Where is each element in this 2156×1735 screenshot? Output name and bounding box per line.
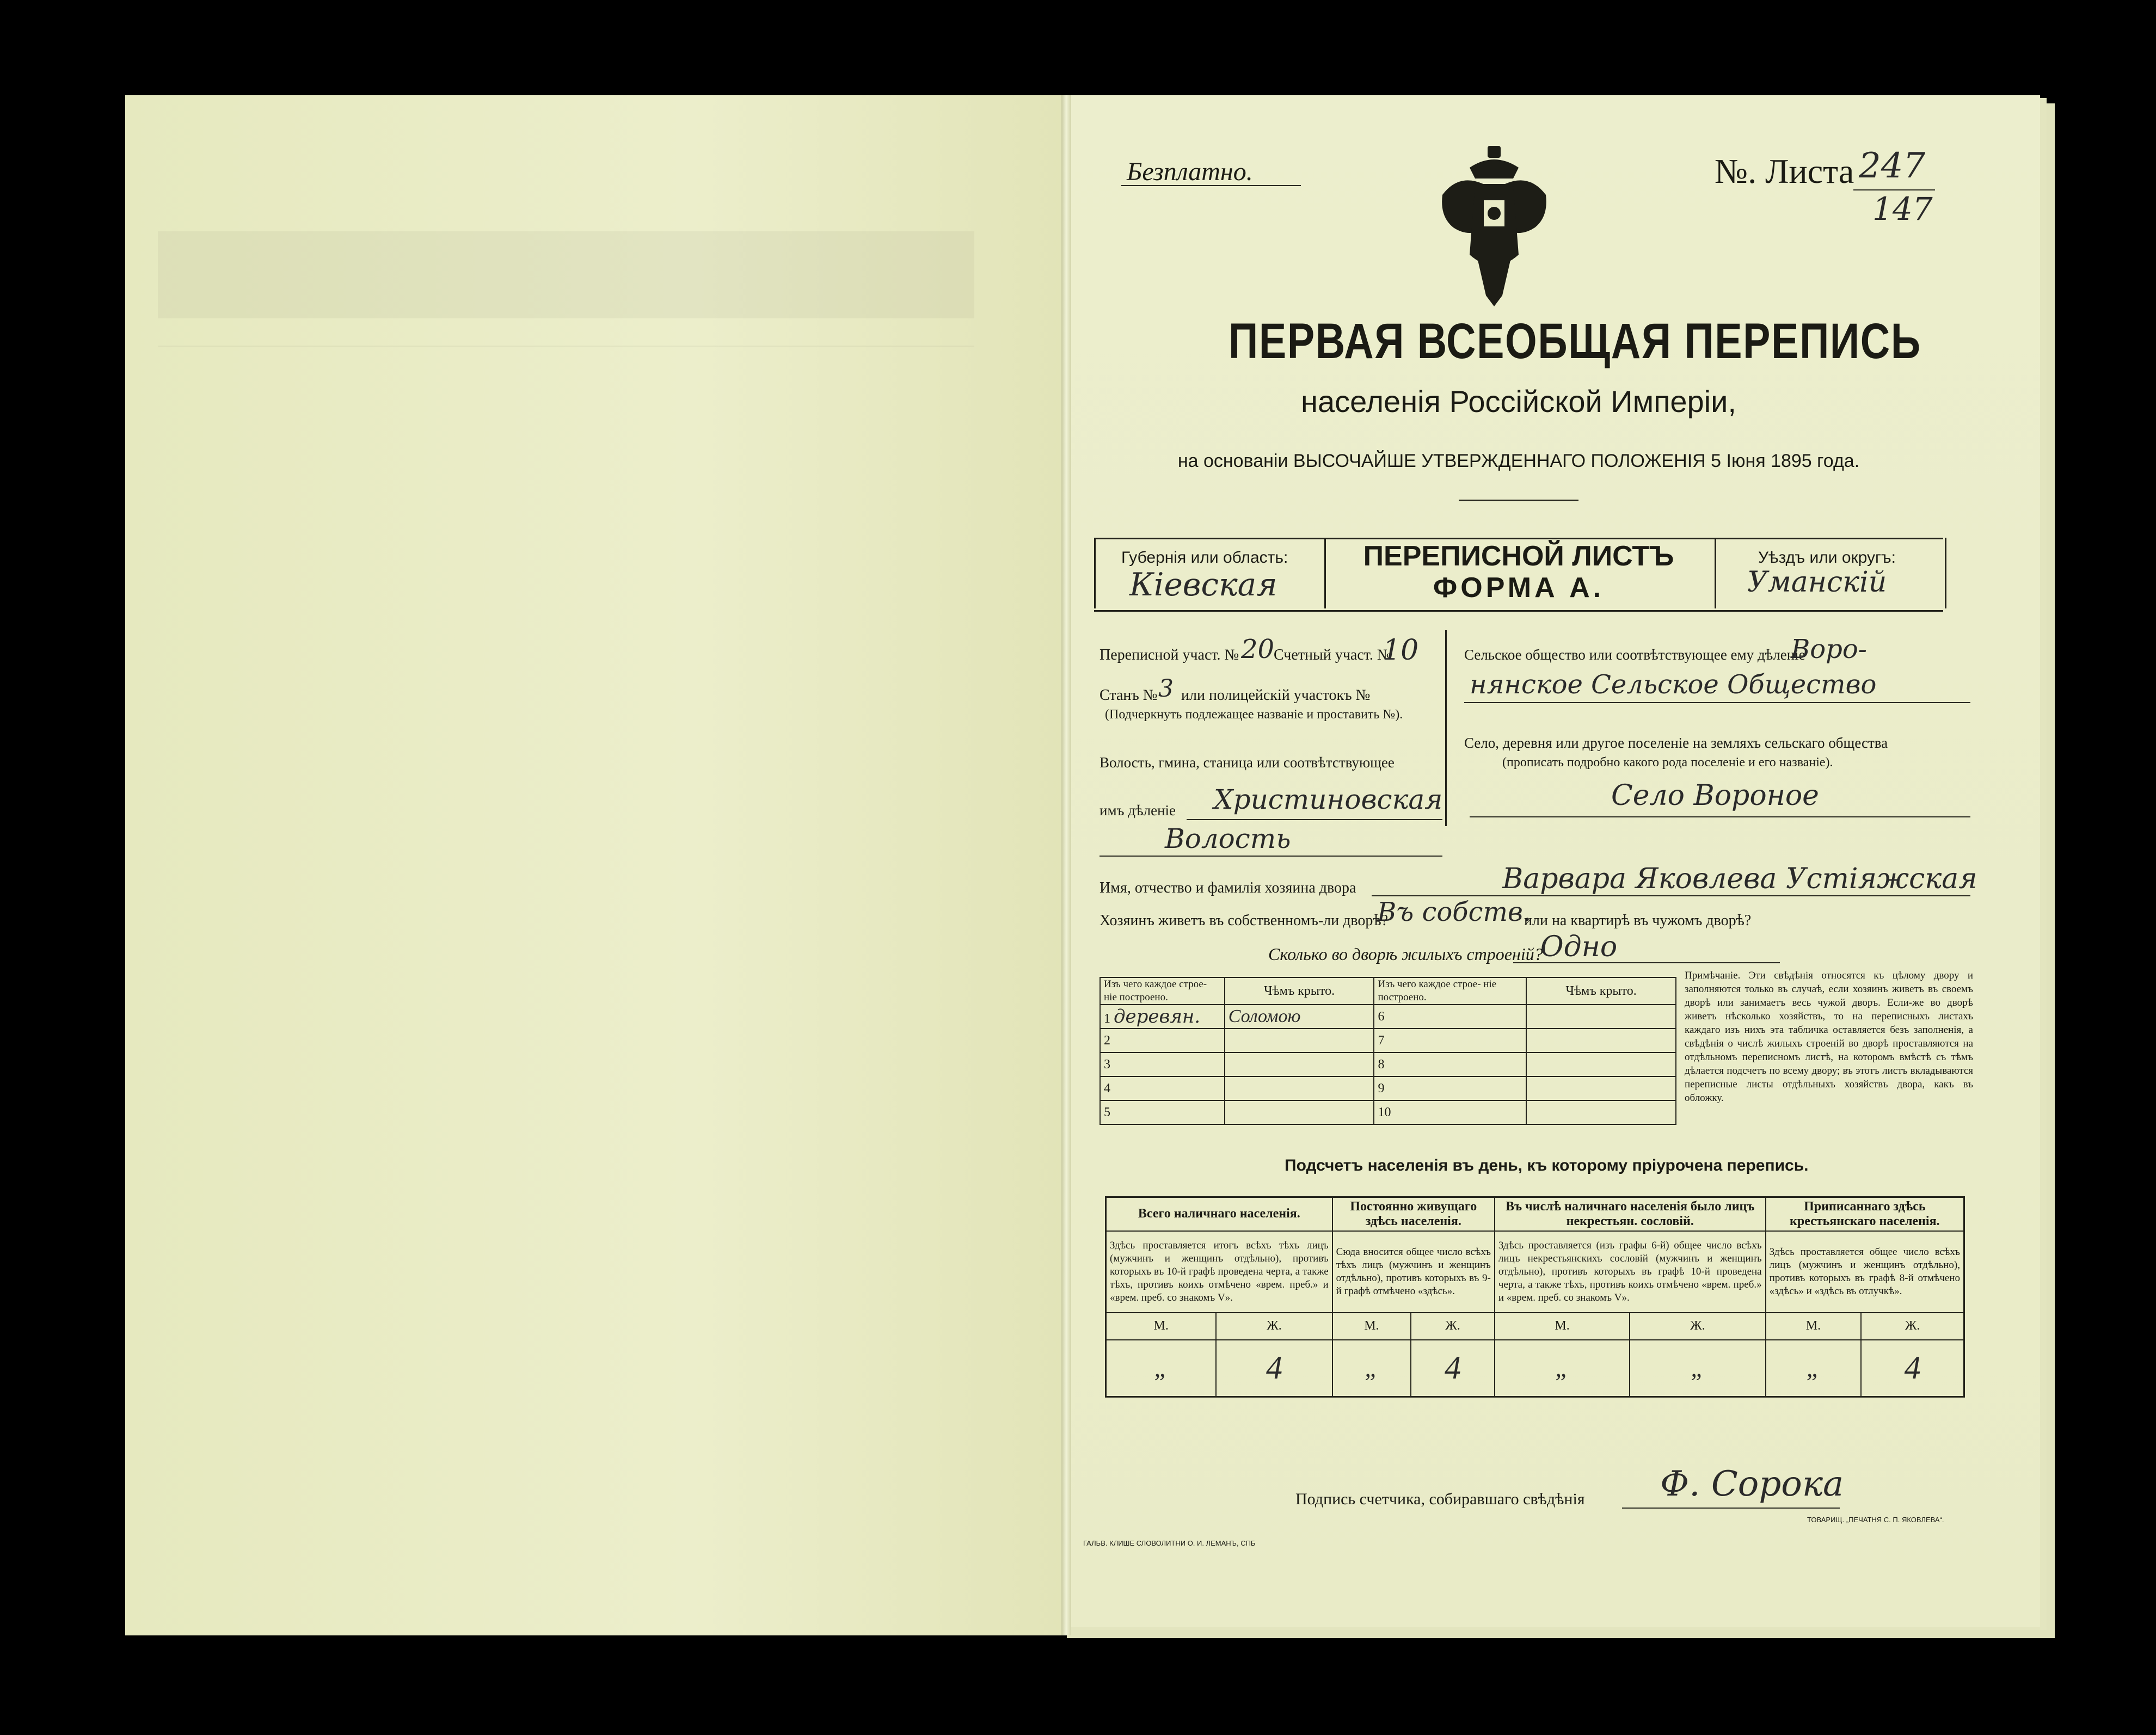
title-divider (1459, 500, 1578, 501)
buildings-line (1513, 962, 1780, 963)
census-basis: на основаніи ВЫСОЧАЙШЕ УТВЕРЖДЕННАГО ПОЛОЖЕНІЯ 5 Іюня 1895 года. (1177, 451, 1860, 471)
census-section-label: Переписной участ. № (1100, 647, 1239, 663)
note-text: Примѣчаніе. Эти свѣдѣнія относятся къ цѣлому двору и заполняются только въ случаѣ, если хозяинъ живетъ въ своемъ дворѣ или занимаетъ весь чужой дворъ. Если-же во дворѣ живетъ нѣсколько хозяйствъ, то на переписныхъ листахъ каждаго изъ нихъ эта табличка оставляется безъ заполненія, а свѣдѣнія о числѣ жилыхъ строеній во дворѣ проставляются на отдѣльномъ переписномъ листѣ, на которомъ вмѣстѣ съ тѣмъ дѣлается подсчетъ по всему двору; въ этотъ листъ вкладываются переписные листы отдѣльныхъ хозяйствъ двора, какъ въ обложку. (1685, 970, 1973, 1104)
row-roof-2 (1526, 1076, 1676, 1100)
peasant-m-value: „ (1766, 1340, 1862, 1397)
village-note: (прописать подробно какого рода поселеніе и его названіе). (1502, 755, 1833, 770)
row-roof (1225, 1076, 1374, 1100)
census-section-value: 20 (1241, 634, 1275, 665)
count-desc-non-peasant: Здѣсь проставляется (изъ графы 6-й) общее число всѣхъ лицъ некрестьянскихъ сословій (мужчинъ и женщинъ отдѣльно), противъ которыхъ въ графѣ 10-й проведена черта, а также тѣхъ, противъ коихъ отмѣчено «врем. преб.» и «врем. преб. со знакомъ V». (1495, 1231, 1766, 1313)
permanent-m-value: „ (1332, 1340, 1411, 1397)
buildings-header-roof-2: Чѣмъ крыто. (1526, 977, 1676, 1005)
row-number-2: 6 (1374, 1005, 1526, 1029)
row-roof (1225, 1029, 1374, 1053)
peasant-f-value: 4 (1861, 1340, 1964, 1397)
count-head-non-peasant: Въ числѣ наличнаго населенія было лицъ некрестьян. сословій. (1495, 1197, 1766, 1231)
census-main-title: ПЕРВАЯ ВСЕОБЩАЯ ПЕРЕПИСЬ (1229, 313, 1921, 369)
gubernia-value: Кіевская (1129, 566, 1277, 603)
signature-value: Ф. Сорока (1660, 1464, 1844, 1504)
count-head-permanent: Постоянно живущаго здѣсь населенія. (1332, 1197, 1495, 1231)
m-label: М. (1766, 1313, 1862, 1340)
buildings-value: Одно (1540, 931, 1618, 963)
left-page (125, 95, 1068, 1635)
village-line (1470, 816, 1970, 817)
table-row (1100, 1053, 1676, 1076)
volost-value-1: Христиновская (1214, 784, 1443, 815)
table-row (1100, 1029, 1676, 1053)
gubernia-label: Губернія или область: (1121, 549, 1288, 567)
table-row (1100, 1005, 1676, 1029)
form-title-line1: ПЕРЕПИСНОЙ ЛИСТЪ (1363, 540, 1674, 572)
owner-name-label: Имя, отчество и фамилія хозяина двора (1100, 879, 1356, 896)
row-number-2: 10 (1374, 1100, 1526, 1124)
f-label: Ж. (1861, 1313, 1964, 1340)
buildings-label: Сколько во дворѣ жилыхъ строеній? (1268, 944, 1543, 964)
buildings-header-material-1: Изъ чего каждое строе- ніе построено. (1100, 977, 1225, 1005)
m-label: М. (1495, 1313, 1630, 1340)
double-headed-eagle-emblem (1437, 146, 1551, 309)
signature-label: Подпись счетчика, собиравшаго свѣдѣнія (1295, 1490, 1585, 1508)
underline-note: (Подчеркнуть подлежащее названіе и проставить №). (1105, 707, 1403, 722)
buildings-header-material-2: Изъ чего каждое строе- ніе построено. (1374, 977, 1526, 1005)
row-number: 4 (1100, 1076, 1225, 1100)
row-roof-2 (1526, 1005, 1676, 1029)
total-f-value: 4 (1216, 1340, 1332, 1397)
bleed-through-line (158, 346, 974, 347)
f-label: Ж. (1411, 1313, 1495, 1340)
row-roof (1225, 1100, 1374, 1124)
free-underline (1121, 185, 1301, 186)
sheet-number-handwritten-2: 147 (1872, 190, 1933, 227)
f-label: Ж. (1630, 1313, 1765, 1340)
stan-rest-label: или полицейскій участокъ № (1181, 687, 1371, 704)
row-roof: Соломою (1225, 1005, 1374, 1029)
count-head-peasant: Приписаннаго здѣсь крестьянскаго населенія. (1766, 1197, 1964, 1231)
society-label: Сельское общество или соотвѣтствующее ему дѣленіе (1464, 647, 1805, 663)
signature-line (1622, 1508, 1840, 1509)
society-line (1464, 702, 1970, 703)
count-desc-permanent: Сюда вносится общее число всѣхъ тѣхъ лицъ (мужчинъ и женщинъ отдѣльно), противъ которыхъ въ 9-й графѣ отмѣчено «здѣсь». (1332, 1231, 1495, 1313)
printer-right: ТОВАРИЩ. „ПЕЧАТНЯ С. П. ЯКОВЛЕВА“. (1807, 1516, 1944, 1524)
owner-name-value: Варвара Яковлева Устіяжская (1502, 863, 1977, 895)
count-desc-total: Здѣсь проставляется итогъ всѣхъ тѣхъ лицъ (мужчинъ и женщинъ отдѣльно), противъ которыхъ въ 10-й графѣ проведена черта, а также тѣхъ, противъ коихъ отмѣчено «врем. преб.» и «врем. преб. со знакомъ V». (1106, 1231, 1332, 1313)
printer-left: ГАЛЬВ. КЛИШЕ СЛОВОЛИТНИ О. И. ЛЕМАНЪ, СПБ (1083, 1539, 1256, 1547)
uezd-label: Уѣздъ или округъ: (1758, 549, 1896, 567)
volost-label-1: Волость, гмина, станица или соотвѣтствующее (1100, 754, 1395, 771)
page-fold (1061, 95, 1071, 1635)
block-separator (1445, 630, 1447, 826)
table-row (1100, 1100, 1676, 1124)
f-label: Ж. (1216, 1313, 1332, 1340)
table-row (1100, 1076, 1676, 1100)
total-m-value: „ (1106, 1340, 1217, 1397)
owner-name-line (1372, 895, 1970, 896)
row-roof (1225, 1053, 1374, 1076)
volost-line-2 (1100, 856, 1442, 857)
buildings-table (1100, 977, 1676, 1125)
count-section-label: Счетный участ. № (1274, 647, 1392, 663)
row-roof-2 (1526, 1053, 1676, 1076)
stan-label: Станъ № (1100, 687, 1158, 704)
row-number-2: 7 (1374, 1029, 1526, 1053)
permanent-f-value: 4 (1411, 1340, 1495, 1397)
census-subtitle: населенія Россійской Имперіи, (1301, 384, 1736, 419)
residence-value: Въ собств. (1377, 897, 1532, 927)
row-roof-2 (1526, 1029, 1676, 1053)
free-label: Безплатно. (1127, 157, 1253, 186)
row-number: 3 (1100, 1053, 1225, 1076)
m-label: М. (1332, 1313, 1411, 1340)
non-peasant-m-value: „ (1495, 1340, 1630, 1397)
buildings-header-roof-1: Чѣмъ крыто. (1225, 977, 1374, 1005)
non-peasant-f-value: „ (1630, 1340, 1765, 1397)
count-head-total: Всего наличнаго населенія. (1106, 1197, 1332, 1231)
volost-line-1 (1187, 819, 1442, 820)
sheet-number-label: №. Листа (1715, 152, 1854, 190)
population-count-table (1105, 1196, 1965, 1398)
row-roof-2 (1526, 1100, 1676, 1124)
stan-value: 3 (1158, 675, 1174, 703)
count-desc-peasant: Здѣсь проставляется общее число всѣхъ лицъ (мужчинъ и женщинъ отдѣльно), противъ которыхъ въ графѣ 8-й отмѣчено «здѣсь» и «здѣсь въ отлучкѣ». (1766, 1231, 1964, 1313)
note-gap (1671, 977, 1676, 1124)
count-section-value: 10 (1383, 634, 1419, 667)
society-value-2: нянское Сельское Общество (1470, 669, 1877, 700)
uezd-value: Уманскій (1747, 566, 1887, 599)
village-label: Село, деревня или другое поселеніе на земляхъ сельскаго общества (1464, 735, 1888, 751)
volost-label-2: имъ дѣленіе (1100, 802, 1176, 819)
row-number-2: 9 (1374, 1076, 1526, 1100)
sheet-number-handwritten: 247 (1859, 146, 1926, 186)
row-number: 1 (1104, 1012, 1110, 1026)
row-material: деревян. (1114, 1006, 1201, 1028)
row-number-2: 8 (1374, 1053, 1526, 1076)
count-title: Подсчетъ населенія въ день, къ которому пріурочена перепись. (1285, 1156, 1809, 1174)
row-number: 5 (1100, 1100, 1225, 1124)
bleed-through-table (158, 231, 974, 318)
volost-value-2: Волость (1165, 823, 1291, 854)
form-title-line2: ФОРМА А. (1433, 572, 1605, 604)
residence-label-2: или на квартирѣ въ чужомъ дворѣ? (1524, 912, 1752, 929)
society-value-1: Воро- (1791, 634, 1868, 665)
village-value: Село Вороное (1611, 779, 1819, 812)
row-number: 2 (1100, 1029, 1225, 1053)
residence-label-1: Хозяинъ живетъ въ собственномъ-ли дворѣ? (1100, 912, 1389, 929)
m-label: М. (1106, 1313, 1217, 1340)
